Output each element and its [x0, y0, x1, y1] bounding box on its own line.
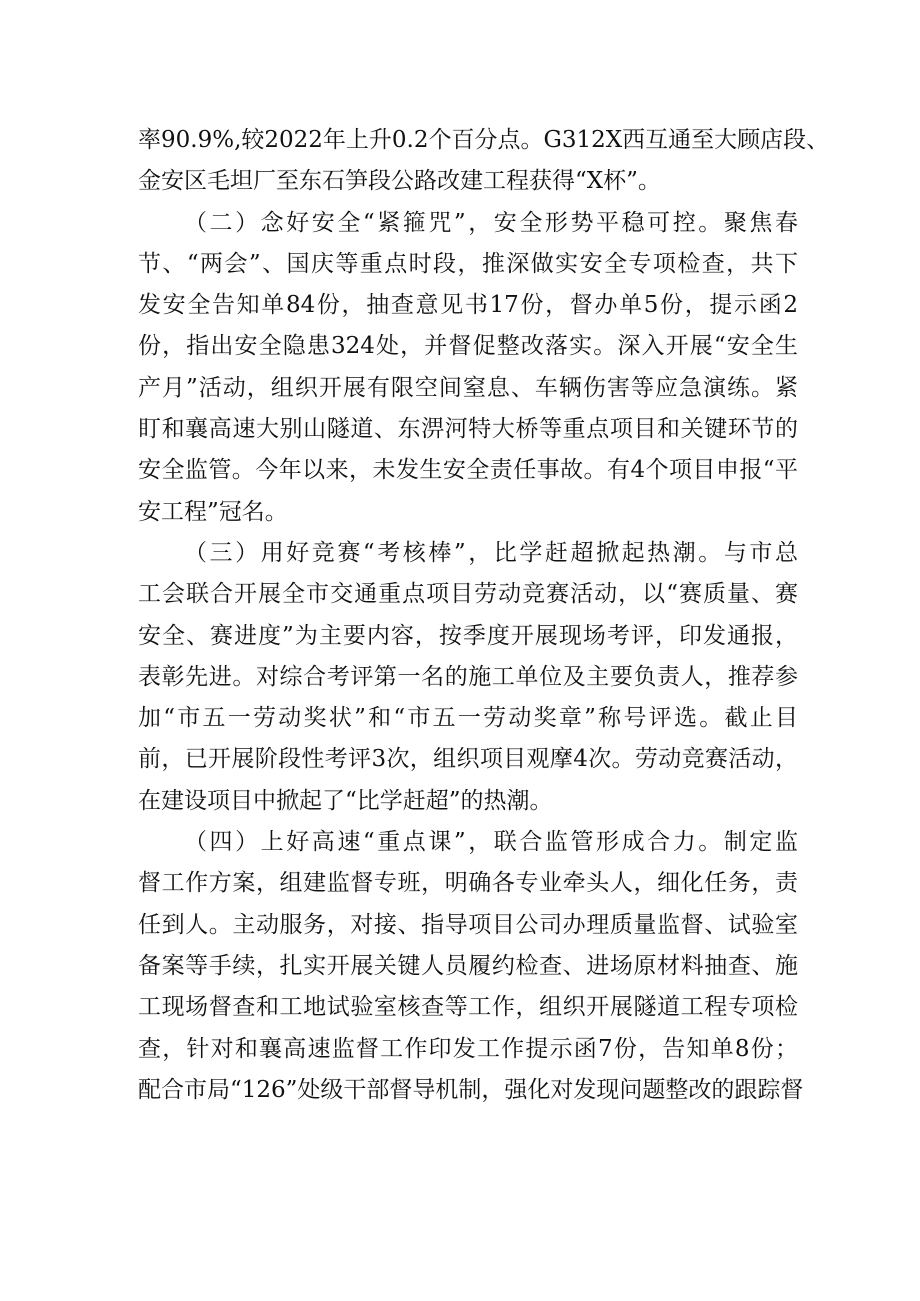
text-line: 备案等手续，扎实开展关键人员履约检查、进场原材料抽查、施: [138, 952, 798, 979]
text-line: 在建设项目中掀起了“比学赶超”的热潮。: [138, 787, 553, 814]
paragraph-safety: [138, 203, 798, 533]
text-line: 督工作方案，组建监督专班，明确各专业牵头人，细化任务，责: [138, 870, 798, 897]
text-line: 加“市五一劳动奖状”和“市五一劳动奖章”称号评选。截止目: [138, 705, 798, 732]
text-line: 配合市局“126”处级干部督导机制，强化对发现问题整改的跟踪督: [138, 1076, 804, 1103]
text-line: 发安全告知单84份，抽查意见书17份，督办单5份，提示函2: [138, 292, 798, 319]
text-line: 金安区毛坦厂至东石笋段公路改建工程获得“X杯”。: [138, 168, 661, 195]
text-line: （三）用好竞赛“考核棒”，比学赶超掀起热潮。与市总: [184, 539, 798, 566]
text-line: 查，针对和襄高速监督工作印发工作提示函7份，告知单8份；: [138, 1035, 798, 1062]
text-line: 率90.9%,较2022年上升0.2个百分点。G312X西互通至大顾店段、: [138, 127, 830, 153]
text-line: 工会联合开展全市交通重点项目劳动竞赛活动，以“赛质量、赛: [138, 581, 798, 608]
text-line: 份，指出安全隐患324处，并督促整改落实。深入开展“安全生: [138, 333, 798, 360]
document-page: [138, 120, 830, 1111]
text-line: 安全、赛进度”为主要内容，按季度开展现场考评，印发通报，: [138, 622, 798, 649]
text-line: 前，已开展阶段性考评3次，组织项目观摩4次。劳动竞赛活动，: [138, 746, 798, 773]
text-line: 安工程”冠名。: [138, 498, 288, 525]
text-line: 安全监管。今年以来，未发生安全责任事故。有4个项目申报“平: [138, 457, 798, 484]
text-line: 工现场督查和工地试验室核查等工作，组织开展隧道工程专项检: [138, 994, 798, 1021]
text-line: （二）念好安全“紧箍咒”，安全形势平稳可控。聚焦春: [184, 209, 798, 236]
text-line: （四）上好高速“重点课”，联合监管形成合力。制定监: [184, 829, 798, 856]
text-line: 盯和襄高速大别山隧道、东淠河特大桥等重点项目和关键环节的: [138, 416, 798, 443]
text-line: 产月”活动，组织开展有限空间窒息、车辆伤害等应急演练。紧: [138, 374, 798, 401]
text-line: 表彰先进。对综合考评第一名的施工单位及主要负责人，推荐参: [138, 663, 798, 690]
paragraph-competition: [138, 533, 798, 822]
text-line: 节、“两会”、国庆等重点时段，推深做实安全专项检查，共下: [138, 250, 798, 277]
text-line: 任到人。主动服务，对接、指导项目公司办理质量监督、试验室: [138, 911, 798, 938]
paragraph-highway: [138, 822, 804, 1111]
paragraph-quality-continued: [138, 120, 830, 203]
